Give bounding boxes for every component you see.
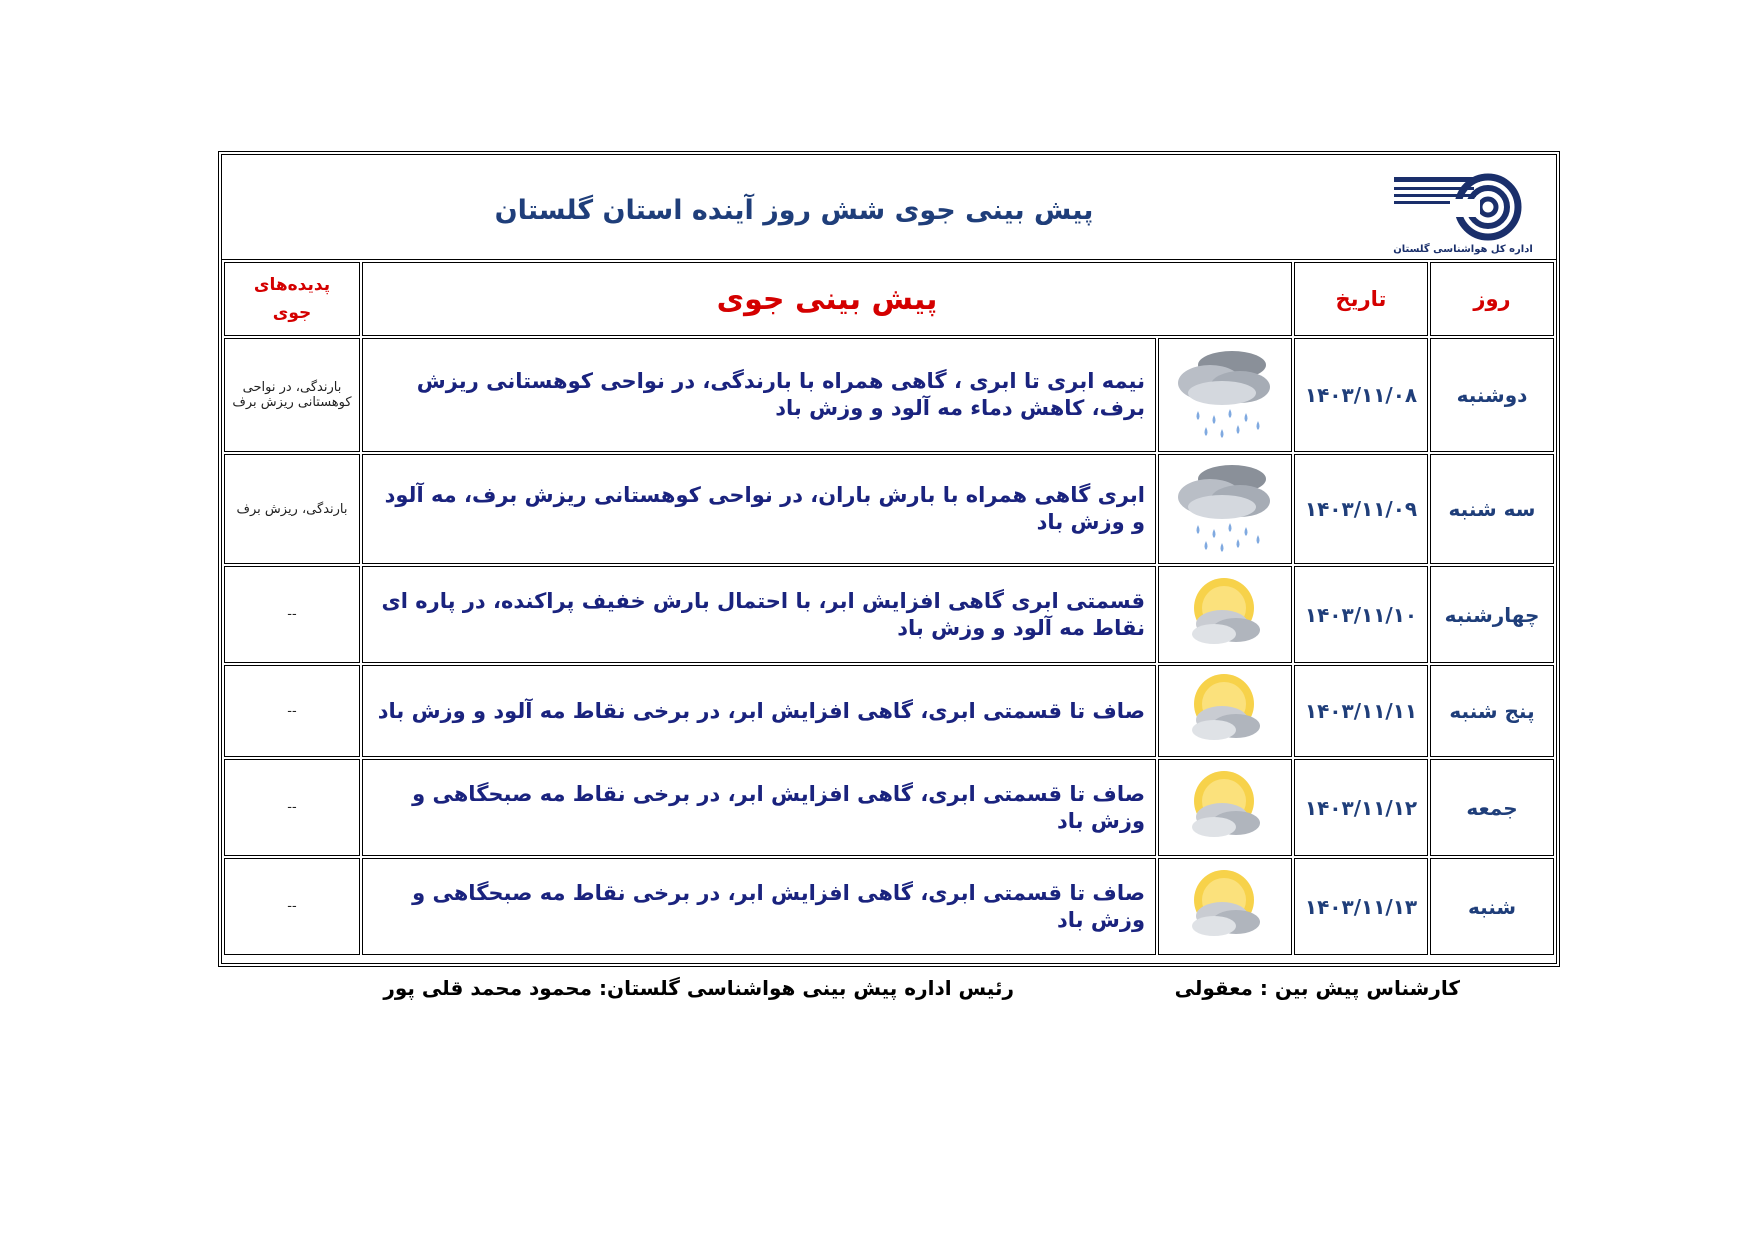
phenomena-cell: -- [224,665,360,757]
date-cell: ۱۴۰۳/۱۱/۱۲ [1294,759,1428,856]
phenomena-cell: -- [224,566,360,663]
table-row [224,665,1554,757]
forecast-text-cell: قسمتی ابری گاهی افزایش ابر، با احتمال بارش خفیف پراکنده، در پاره ای نقاط مه آلود و وزش باد [362,566,1156,663]
rain-cloud-icon [1170,343,1280,443]
day-cell: چهارشنبه [1430,566,1554,663]
weather-icon-cell [1158,454,1292,564]
date-cell: ۱۴۰۳/۱۱/۱۳ [1294,858,1428,955]
column-header-day: روز [1430,262,1554,336]
chief-credit: رئیس اداره پیش بینی هواشناسی گلستان: محمود محمد قلی پور [383,976,1014,1000]
date-cell: ۱۴۰۳/۱۱/۰۸ [1294,338,1428,452]
date-cell: ۱۴۰۳/۱۱/۱۰ [1294,566,1428,663]
forecast-text-cell: صاف تا قسمتی ابری، گاهی افزایش ابر، در برخی نقاط مه صبحگاهی و وزش باد [362,858,1156,955]
phenomena-cell: -- [224,858,360,955]
logo-emblem-icon [1388,163,1538,253]
forecast-table [222,260,1556,957]
sun-cloud-icon [1180,666,1270,752]
day-cell: دوشنبه [1430,338,1554,452]
sun-cloud-icon [1180,862,1270,948]
phenomena-cell: -- [224,759,360,856]
forecast-text-cell: صاف تا قسمتی ابری، گاهی افزایش ابر، در برخی نقاط مه صبحگاهی و وزش باد [362,759,1156,856]
phenomena-cell: بارندگی، در نواحی کوهستانی ریزش برف [224,338,360,452]
day-cell: پنج شنبه [1430,665,1554,757]
weather-icon-cell [1158,566,1292,663]
sheet-inner-border [221,154,1557,964]
organization-logo [1388,163,1538,253]
day-cell: شنبه [1430,858,1554,955]
table-row [224,454,1554,564]
table-row [224,338,1554,452]
forecast-sheet [218,151,1560,967]
phenomena-cell: بارندگی، ریزش برف [224,454,360,564]
forecast-text-cell: نیمه ابری تا ابری ، گاهی همراه با بارندگی، در نواحی کوهستانی ریزش برف، کاهش دماء مه آلود و وزش باد [362,338,1156,452]
table-row [224,566,1554,663]
page-title: پیش بینی جوی شش روز آینده استان گلستان [494,195,1094,226]
date-cell: ۱۴۰۳/۱۱/۰۹ [1294,454,1428,564]
sun-cloud-icon [1180,570,1270,656]
sun-cloud-icon [1180,763,1270,849]
signature-footer [380,976,1460,1006]
column-header-phenomena [224,262,360,336]
day-cell: جمعه [1430,759,1554,856]
rain-cloud-icon [1170,457,1280,557]
forecast-text-cell: ابری گاهی همراه با بارش باران، در نواحی کوهستانی ریزش برف، مه آلود و وزش باد [362,454,1156,564]
header-row [222,155,1556,260]
day-cell: سه شنبه [1430,454,1554,564]
column-header-date: تاریخ [1294,262,1428,336]
weather-icon-cell [1158,338,1292,452]
phenomena-header-line2: جوی [272,303,312,323]
weather-icon-cell [1158,858,1292,955]
phenomena-header-line1: پدیده‌های [253,275,331,295]
logo-caption: اداره کل هواشناسی گلستان [1393,244,1533,255]
forecaster-credit: کارشناس پیش بین : معقولی [1174,976,1460,1000]
date-cell: ۱۴۰۳/۱۱/۱۱ [1294,665,1428,757]
column-header-forecast: پیش بینی جوی [362,262,1292,336]
table-row [224,858,1554,955]
weather-icon-cell [1158,759,1292,856]
forecast-text-cell: صاف تا قسمتی ابری، گاهی افزایش ابر، در برخی نقاط مه آلود و وزش باد [362,665,1156,757]
table-header-row [224,262,1554,336]
weather-icon-cell [1158,665,1292,757]
table-row [224,759,1554,856]
